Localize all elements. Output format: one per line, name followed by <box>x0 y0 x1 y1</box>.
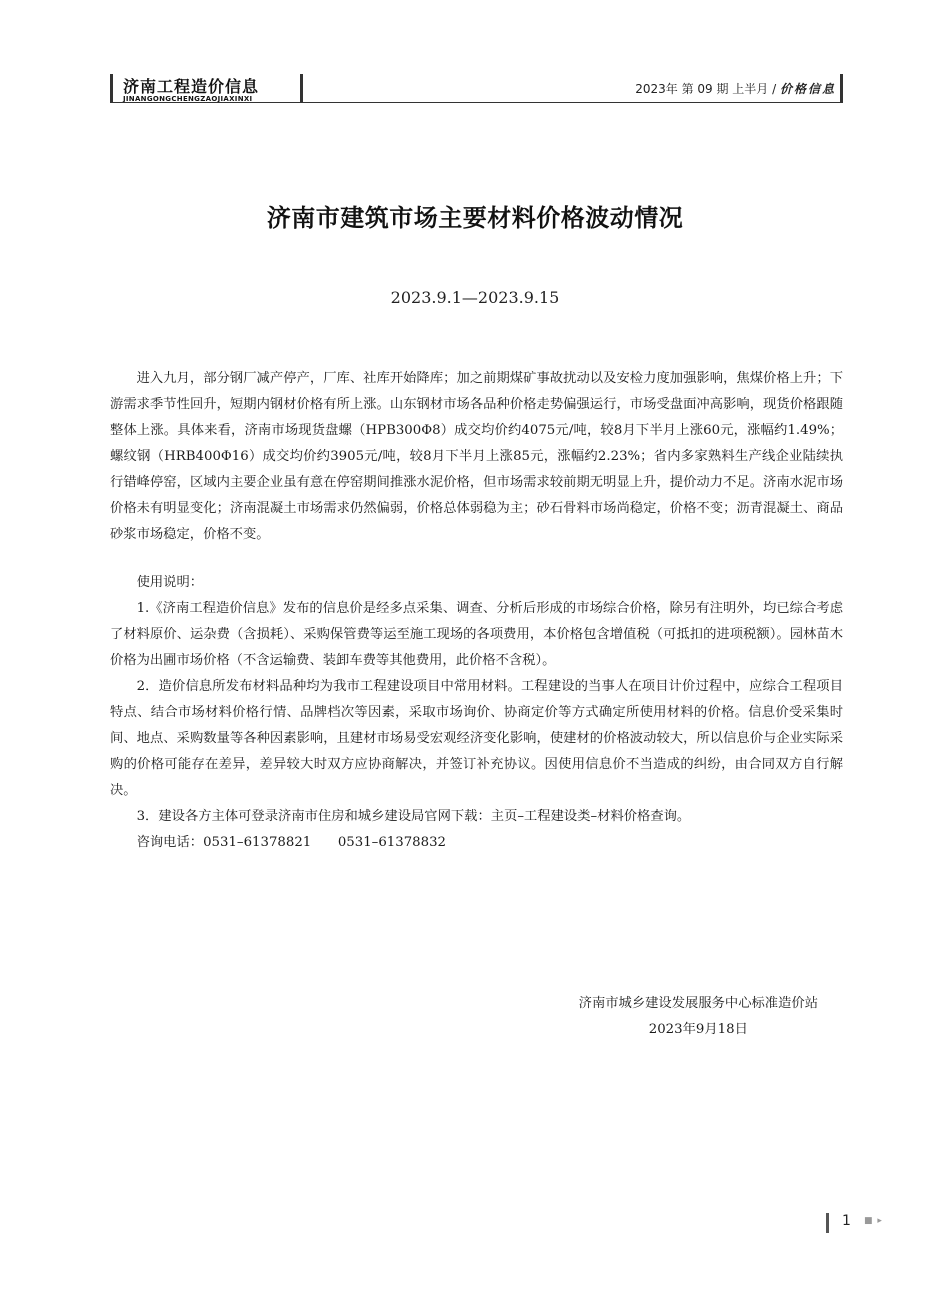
section-name: 价格信息 <box>779 82 836 96</box>
article-body <box>110 366 843 856</box>
signature-block <box>579 991 818 1043</box>
page-number: 1 <box>842 1213 851 1229</box>
contact-phone: 咨询电话：0531–61378821 0531–61378832 <box>136 835 447 850</box>
issue-number: 2023年 第 09 期 上半月 / <box>635 82 777 96</box>
intro-paragraph: 进入九月，部分钢厂减产停产，厂库、社库开始降库；加之前期煤矿事故扰动以及安检力度加强影响，焦煤价格上升；下游需求季节性回升，短期内钢材价格有所上涨。山东钢材市场各品种价格走势偏强运行，市场受盘面冲高影响，现货价格跟随整体上涨。具体来看，济南市场现货盘螺（HPB300Φ8）成交均价约4075元/吨，较8月下半月上涨60元，涨幅约1.49%；螺纹钢（HRB400Φ16）成交均价约3905元/吨，较8月下半月上涨85元，涨幅约2.23%；省内多家熟料生产线企业陆续执行错峰停窑，区域内主要企业虽有意在停窑期间推涨水泥价格，但市场需求较前期无明显上升，提价动力不足。济南水泥市场价格未有明显变化；济南混凝土市场需求仍然偏弱，价格总体弱稳为主；砂石骨料市场尚稳定，价格不变；沥青混凝土、商品砂浆市场稳定，价格不变。 <box>110 371 843 542</box>
date-range: 2023.9.1—2023.9.15 <box>390 288 560 307</box>
page-title: 济南市建筑市场主要材料价格波动情况 <box>266 203 684 232</box>
signature-org: 济南市城乡建设发展服务中心标准造价站 <box>578 996 818 1011</box>
signature-date: 2023年9月18日 <box>648 1022 748 1037</box>
header-right-bar <box>840 74 843 103</box>
brand-pinyin: JINANGONGCHENGZAOJIAXINXI <box>123 95 253 103</box>
header-rule <box>110 102 843 103</box>
usage-heading: 使用说明： <box>136 575 204 590</box>
brand-title: 济南工程造价信息 <box>123 77 260 96</box>
page-footer <box>826 1213 906 1233</box>
arrow-icon: ■ ▸ <box>864 1216 883 1226</box>
issue-info <box>635 80 836 97</box>
header-left-bar <box>110 74 113 103</box>
note-item: 1.《济南工程造价信息》发布的信息价是经多点采集、调查、分析后形成的市场综合价格，除另有注明外，均已综合考虑了材料原价、运杂费（含损耗）、采购保管费等运至施工现场的各项费用，本价格包含增值税（可抵扣的进项税额）。园林苗木价格为出圃市场价格（不含运输费、装卸车费等其他费用，此价格不含税）。 <box>110 601 843 668</box>
page-header <box>110 72 843 106</box>
footer-bar <box>826 1213 829 1233</box>
note-item: 3．建设各方主体可登录济南市住房和城乡建设局官网下载：主页–工程建设类–材料价格查询。 <box>136 809 691 824</box>
header-divider <box>300 74 303 103</box>
note-item: 2．造价信息所发布材料品种均为我市工程建设项目中常用材料。工程建设的当事人在项目计价过程中，应综合工程项目特点、结合市场材料价格行情、品牌档次等因素，采取市场询价、协商定价等方式确定所使用材料的价格。信息价受采集时间、地点、采购数量等各种因素影响，且建材市场易受宏观经济变化影响，使建材的价格波动较大，所以信息价与企业实际采购的价格可能存在差异，差异较大时双方应协商解决，并签订补充协议。因使用信息价不当造成的纠纷，由合同双方自行解决。 <box>110 679 843 798</box>
